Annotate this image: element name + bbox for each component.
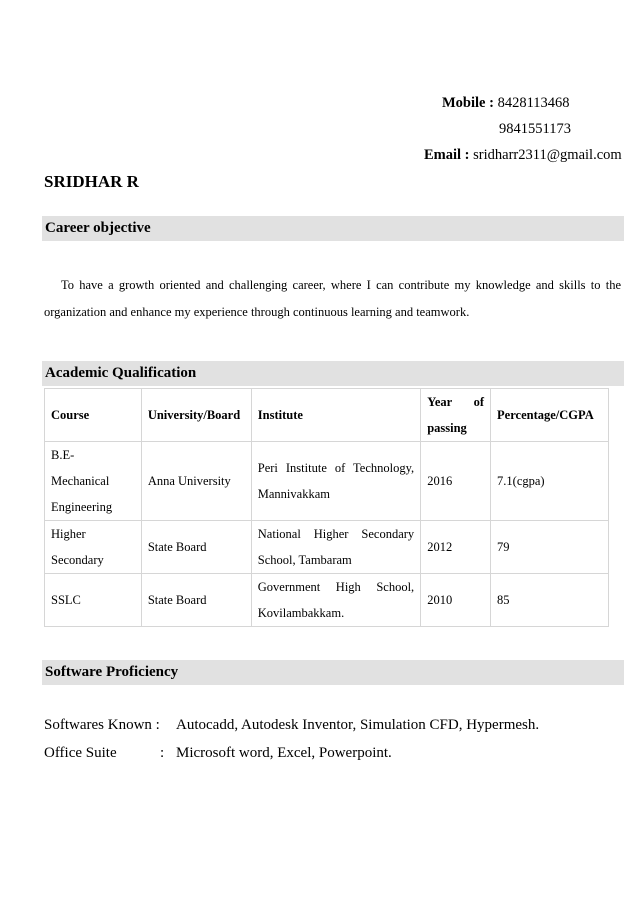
header-university: University/Board xyxy=(141,389,251,442)
mobile-label: Mobile : xyxy=(442,95,494,111)
course-line: Higher xyxy=(51,527,86,541)
mobile-line xyxy=(442,96,570,111)
cell-institute xyxy=(251,574,420,627)
institute-line: Peri Institute of Technology, xyxy=(257,461,415,475)
cell-institute xyxy=(251,442,420,521)
header-year-line-2: passing xyxy=(427,421,467,435)
softwares-known-label: Softwares Known : xyxy=(44,717,160,733)
email-label: Email : xyxy=(424,147,470,163)
header-percentage: Percentage/CGPA xyxy=(491,389,609,442)
institute-line: Government High School, xyxy=(257,580,415,594)
cell-university: Anna University xyxy=(141,442,251,521)
candidate-name: SRIDHAR R xyxy=(44,172,139,191)
academic-table xyxy=(44,388,609,627)
cell-course xyxy=(45,574,142,627)
course-line: B.E- xyxy=(51,448,75,462)
institute-line: Mannivakkam xyxy=(257,487,330,501)
academic-section xyxy=(42,361,624,386)
course-line: Engineering xyxy=(51,500,113,514)
mobile-number-2: 9841551173 xyxy=(499,121,571,137)
mobile-number-1: 8428113468 xyxy=(497,95,570,111)
course-line: Secondary xyxy=(51,553,104,567)
course-line: SSLC xyxy=(51,593,81,607)
cell-course xyxy=(45,442,142,521)
office-suite-label: Office Suite xyxy=(44,745,117,761)
email-line xyxy=(424,148,622,163)
email-address: sridharr2311@gmail.com xyxy=(473,147,622,163)
cell-percentage: 7.1(cgpa) xyxy=(491,442,609,521)
table-row xyxy=(45,574,609,627)
table-row xyxy=(45,521,609,574)
cell-percentage: 85 xyxy=(491,574,609,627)
softwares-known-value: Autocadd, Autodesk Inventor, Simulation CFD, Hypermesh. xyxy=(176,717,540,733)
objective-line-2: organization and enhance my experience through continuous learning and teamwork. xyxy=(44,305,470,319)
institute-line: National Higher Secondary xyxy=(257,527,415,541)
institute-line: School, Tambaram xyxy=(257,553,352,567)
cell-year: 2016 xyxy=(421,442,491,521)
cell-university: State Board xyxy=(141,521,251,574)
software-heading: Software Proficiency xyxy=(45,664,179,680)
softwares-known-line xyxy=(44,718,160,733)
software-section xyxy=(42,660,624,685)
header-course: Course xyxy=(45,389,142,442)
cell-percentage: 79 xyxy=(491,521,609,574)
cell-university: State Board xyxy=(141,574,251,627)
table-header-row xyxy=(45,389,609,442)
career-objective-heading: Career objective xyxy=(45,220,151,236)
cell-year: 2012 xyxy=(421,521,491,574)
institute-line: Kovilambakkam. xyxy=(257,606,345,620)
table-row xyxy=(45,442,609,521)
academic-heading: Academic Qualification xyxy=(45,365,197,381)
header-year xyxy=(421,389,491,442)
cell-year: 2010 xyxy=(421,574,491,627)
career-objective-text xyxy=(44,272,621,326)
header-institute: Institute xyxy=(251,389,420,442)
header-year-line-1: Year of xyxy=(427,395,485,409)
cell-institute xyxy=(251,521,420,574)
objective-line-1: To have a growth oriented and challenging career, where I can contribute my knowledge and skills to the xyxy=(61,278,621,292)
cell-course xyxy=(45,521,142,574)
career-objective-section xyxy=(42,216,624,241)
office-suite-colon: : xyxy=(160,745,165,761)
office-suite-value: Microsoft word, Excel, Powerpoint. xyxy=(176,745,392,761)
course-line: Mechanical xyxy=(51,474,110,488)
